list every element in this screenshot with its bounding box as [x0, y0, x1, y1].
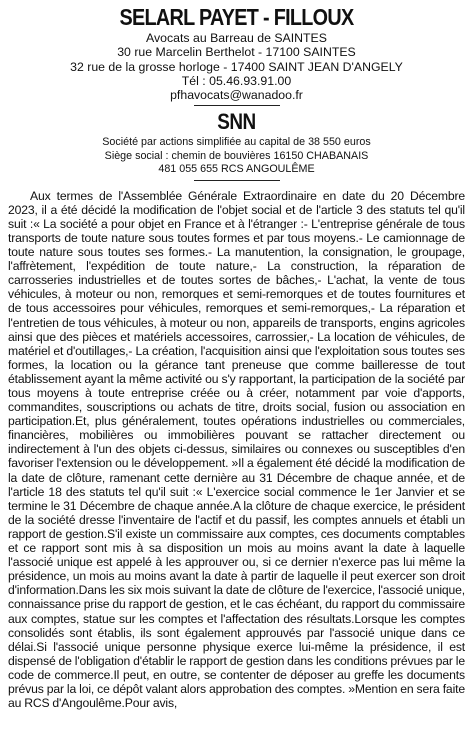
firm-name: SELARL PAYET - FILLOUX — [119, 4, 354, 30]
notice-body: Aux termes de l'Assemblée Générale Extraordinaire en date du 20 Décembre 2023, il a été décidé la modification de l'objet social et de l'article 3 des statuts tel qu'il suit :« La société a pour objet en France et à l'étranger :- L'entreprise générale de tous transports de toute nature sous toutes formes et par tous moyens.- Le camionnage de toute nature sous toutes ses formes.- La manutention, la consignation, le groupage, l'affrètement, l'expédition de toute nature,- La construction, la réparation de carrosseries industrielles et de toutes sortes de bâches,- L'achat, la vente de tous véhicules, à moteur ou non, remorques et semi-remorques et de toutes fournitures et de tous accessoires pour véhicules, remorques et semi-remorques,- La réparation et l'entretien de tous véhicules, à moteur ou non, appareils de transports, engins agricoles ainsi que des pièces et matériels accessoires, carrossier,- La location de véhicules, de matériel et d'outillages,- La création, l'acquisition ainsi que l'exploitation sous toutes ses formes, la location ou la gérance tant preneuse que comme bailleresse de tout établissement ayant la même activité ou s'y rapportant, la participation de la société par tous moyens à toute entreprise créée ou à créer, notamment par voie d'apports, commandites, souscriptions ou achats de titre, droits social, fusion ou association en participation.Et, plus généralement, toutes opérations industrielles ou commerciales, financières, mobilières ou immobilières pouvant se rattacher directement ou indirectement à l'un des objets ci-dessus, similaires ou connexes ou susceptibles d'en favoriser l'extension ou le développement. »Il a également été décidé la modification de la date de clôture, ramenant cette dernière au 31 Décembre de chaque année, et de l'article 18 des statuts tel qu'il suit :« L'exercice social commence le 1er Janvier et se termine le 31 Décembre de chaque année.A la clôture de chaque exercice, le président de la société dresse l'inventaire de l'actif et du passif, les comptes annuels et établi un rapport de gestion.S'il existe un commissaire aux comptes, ces documents comptables et ce rapport sont mis à sa disposition un mois au moins avant la date à laquelle l'associé unique est appelé à les approuver ou, si ce dernier n'exerce pas lui même la présidence, un mois au moins avant la date à partir de laquelle il peut exercer son droit d'information.Dans les six mois suivant la date de clôture de l'exercice, l'associé unique, connaissance prise du rapport de gestion, et le cas échéant, du rapport du commissaire aux comptes, statue sur les comptes et l'affectation des résultats.Lorsque les comptes consolidés sont établis, ils sont également approuvés par l'associé unique dans ce délai.Si l'associé unique personne physique exerce lui-même la présidence, il est dispensé de l'obligation d'établir le rapport de gestion dans les conditions prévues par le code de commerce.Il peut, en outre, se contenter de déposer au greffe les documents prévus par la loi, ce dépôt valant alors approbation des comptes. »Mention en sera faite au RCS d'Angoulême.Pour avis, — [8, 188, 465, 711]
firm-phone: Tél : 05.46.93.91.00 — [181, 73, 292, 88]
company-name: SNN — [217, 109, 256, 135]
firm-address-saint-jean: 32 rue de la grosse horloge - 17400 SAINT JEAN D'ANGELY — [70, 59, 403, 74]
firm-email: pfhavocats@wanadoo.fr — [170, 88, 303, 103]
company-info-block — [19, 136, 453, 176]
company-legal-form: Société par actions simplifiée au capital de 38 550 euros — [102, 136, 371, 149]
firm-contact-block — [8, 31, 465, 102]
company-rcs-number: 481 055 655 RCS ANGOULÊME — [158, 163, 315, 176]
firm-bar-line: Avocats au Barreau de SAINTES — [146, 31, 327, 45]
separator-rule — [194, 105, 280, 106]
company-registered-office: Siège social : chemin de bouvières 16150 CHABANAIS — [104, 149, 369, 162]
separator-rule — [194, 180, 280, 181]
firm-address-saintes: 30 rue Marcelin Berthelot - 17100 SAINTES — [117, 45, 356, 60]
